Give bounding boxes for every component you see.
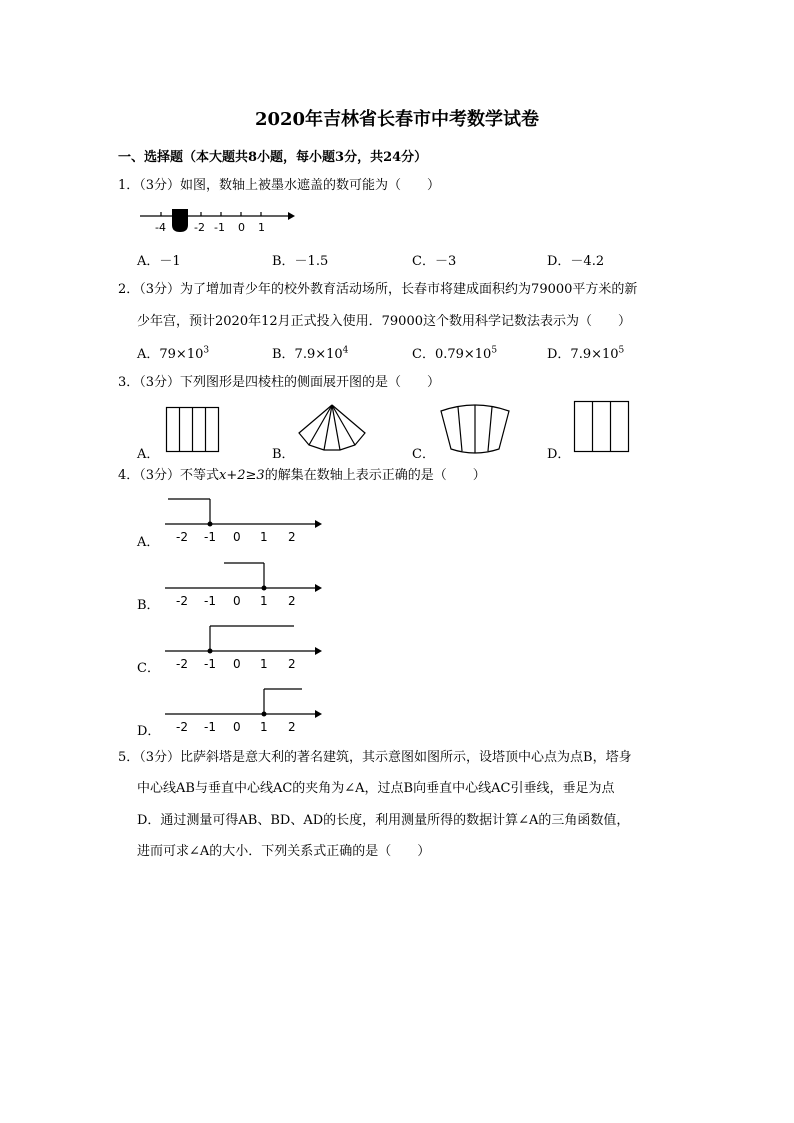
question-2-line-1: 2．（3分）为了增加青少年的校外教育活动场所，长春市将建成面积约为79000平方米的新 [118,282,638,297]
q3-figure-b [297,403,369,453]
question-2-line-2: 少年宫，预计2020年12月正式投入使用．79000这个数用科学记数法表示为（ ） [137,314,631,329]
q3-figure-c [439,405,513,453]
axis-label: 0 [238,221,245,234]
question-1-number-line [135,205,305,237]
axis-label: 0 [233,530,241,544]
axis-label: 1 [260,530,268,544]
question-5-line-2: 中心线AB与垂直中心线AC的夹角为∠A，过点B向垂直中心线AC引垂线，垂足为点 [137,781,615,796]
question-5-line-1: 5．（3分）比萨斜塔是意大利的著名建筑，其示意图如图所示，设塔顶中心点为点B，塔身 [118,750,632,765]
axis-label: -1 [204,720,216,734]
axis-label: 1 [260,594,268,608]
q1-option-c[interactable]: C．－3 [412,254,457,269]
q4-option-c[interactable]: C． [137,661,160,676]
q1-option-a[interactable]: A．－1 [137,254,181,269]
q4-number-line-a [160,496,330,546]
q2-option-b[interactable]: B．$7.9\times 10^4$ [272,345,349,362]
axis-label: -2 [176,657,188,671]
axis-label: -1 [204,594,216,608]
q3-option-d[interactable]: D． [547,447,571,462]
q4-number-line-b [160,560,330,610]
question-3-text: 3．（3分）下列图形是四棱柱的侧面展开图的是（ ） [118,375,441,390]
page-title: 2020年吉林省长春市中考数学试卷 [254,109,540,130]
q2-option-d[interactable]: D．$7.9\times 10^5$ [547,345,625,362]
ink-blot [172,209,188,232]
q3-figure-d [574,401,630,453]
axis-label: 1 [260,657,268,671]
q3-option-a[interactable]: A． [137,447,160,462]
q3-option-c[interactable]: C． [412,447,435,462]
question-5-line-3: D．通过测量可得AB、BD、AD的长度，利用测量所得的数据计算∠A的三角函数值， [137,813,630,828]
axis-label: -2 [176,530,188,544]
axis-label: -4 [155,221,166,234]
axis-label: 1 [258,221,265,234]
axis-label: -1 [204,530,216,544]
axis-label: 1 [260,720,268,734]
axis-label: 0 [233,657,241,671]
axis-label: -2 [176,594,188,608]
q3-figure-a [166,407,220,453]
axis-label: -1 [214,221,225,234]
question-5-line-4: 进而可求∠A的大小．下列关系式正确的是（ ） [137,844,431,859]
axis-label: 2 [288,720,296,734]
axis-label: 0 [233,720,241,734]
q4-number-line-c [160,623,330,673]
axis-label: -2 [176,720,188,734]
axis-label: -2 [194,221,205,234]
q2-option-a[interactable]: A．$79\times 10^3$ [137,345,210,362]
q4-option-d[interactable]: D． [137,724,161,739]
q1-option-b[interactable]: B．－1.5 [272,254,329,269]
q4-option-a[interactable]: A． [137,535,160,550]
axis-label: -1 [204,657,216,671]
axis-label: 2 [288,530,296,544]
axis-label: 2 [288,657,296,671]
axis-label: 0 [233,594,241,608]
q4-number-line-d [160,686,330,736]
question-1-text: 1．（3分）如图，数轴上被墨水遮盖的数可能为（ ） [118,178,441,193]
q4-option-b[interactable]: B． [137,598,160,613]
question-4-text: 4．（3分）不等式x+2≥3的解集在数轴上表示正确的是（ ） [118,468,486,483]
q3-option-b[interactable]: B． [272,447,295,462]
q2-option-c[interactable]: C．$0.79\times 10^5$ [412,345,498,362]
axis-label: 2 [288,594,296,608]
q1-option-d[interactable]: D．－4.2 [547,254,605,269]
section-heading: 一、选择题（本大题共8小题，每小题3分，共24分） [118,150,428,165]
